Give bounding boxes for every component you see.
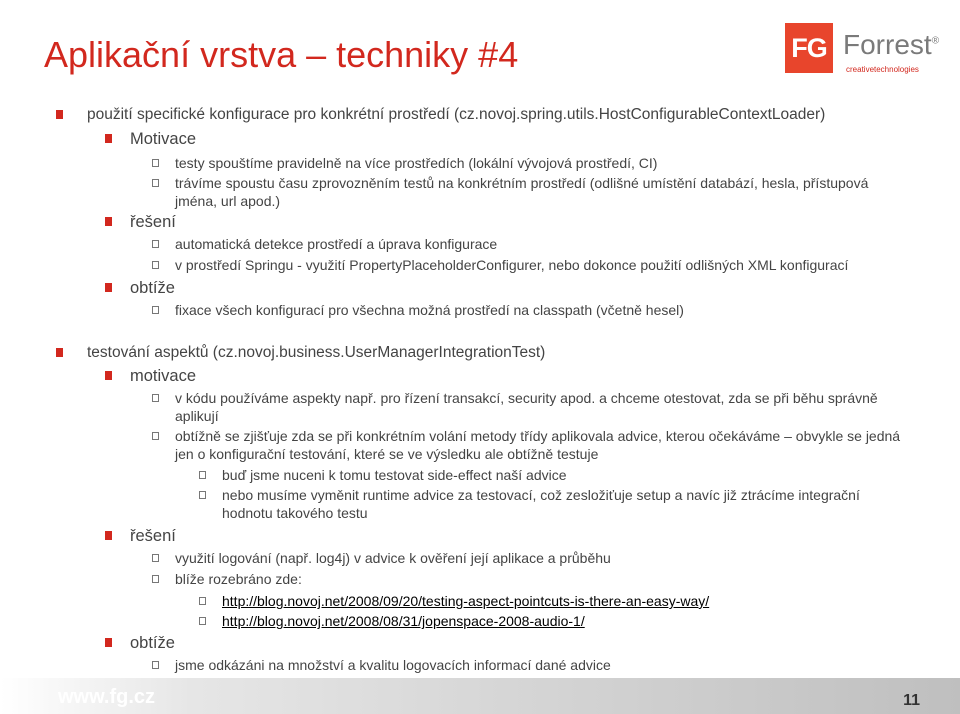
- logo-registered: ®: [931, 35, 940, 47]
- list-item-level3: fixace všech konfigurací pro všechna možná prostředí na classpath (včetně hesel): [152, 301, 684, 319]
- list-item-level3: automatická detekce prostředí a úprava konfigurace: [152, 235, 497, 253]
- list-item-level3: v kódu používáme aspekty např. pro řízení transakcí, security apod. a chceme otestovat, zda se při běhu správně aplikují: [152, 389, 912, 425]
- bullet-icon: [152, 159, 159, 167]
- list-item-level4: [199, 612, 585, 630]
- page-title: Aplikační vrstva – techniky #4: [44, 34, 519, 75]
- list-item-level2: řešení: [105, 526, 176, 546]
- logo-name: Forrest: [843, 29, 932, 60]
- bullet-icon: [152, 554, 159, 562]
- bullet-icon: [105, 134, 112, 143]
- list-item-level2: obtíže: [105, 633, 175, 653]
- list-item-level2: motivace: [105, 366, 196, 386]
- bullet-icon: [199, 597, 206, 605]
- bullet-icon: [152, 394, 159, 402]
- list-item-level3: využití logování (např. log4j) v advice k ověření její aplikace a průběhu: [152, 549, 611, 567]
- link-aspect-pointcuts[interactable]: http://blog.novoj.net/2008/09/20/testing-aspect-pointcuts-is-there-an-easy-way/: [222, 593, 710, 609]
- logo-tagline: creativetechnologies: [846, 65, 919, 74]
- bullet-icon: [199, 471, 206, 479]
- bullet-icon: [56, 110, 63, 119]
- list-item-level4: nebo musíme vyměnit runtime advice za testovací, což zesložiťuje setup a navíc již ztrácíme integrační hodnotu takového testu: [199, 486, 899, 522]
- list-item-level2: obtíže: [105, 278, 175, 298]
- page-number: 11: [903, 692, 920, 709]
- list-item-level3: v prostředí Springu - využití PropertyPlaceholderConfigurer, nebo dokonce použití odlišných XML konfigurací: [152, 256, 848, 274]
- list-item-level4: [199, 592, 709, 610]
- list-item-level4: buď jsme nuceni k tomu testovat side-effect naší advice: [199, 466, 567, 484]
- list-item-level3: testy spouštíme pravidelně na více prostředích (lokální vývojová prostředí, CI): [152, 154, 657, 172]
- bullet-icon: [105, 217, 112, 226]
- bullet-icon: [152, 240, 159, 248]
- bullet-icon: [152, 432, 159, 440]
- list-item-level2: Motivace: [105, 129, 196, 149]
- list-item-level3: jsme odkázáni na množství a kvalitu logovacích informací dané advice: [152, 656, 611, 674]
- logo-fg-box: FG: [785, 23, 833, 73]
- bullet-icon: [105, 283, 112, 292]
- bullet-icon: [152, 661, 159, 669]
- bullet-icon: [105, 531, 112, 540]
- footer-bar: [0, 678, 960, 714]
- list-item-level1: použití specifické konfigurace pro konkrétní prostředí (cz.novoj.spring.utils.HostConfigurableContextLoader): [56, 106, 825, 124]
- list-item-level3: blíže rozebráno zde:: [152, 570, 302, 588]
- bullet-icon: [152, 575, 159, 583]
- list-item-level3: trávíme spoustu času zprovozněním testů na konkrétním prostředí (odlišné umístění databází, hesla, přístupová jména, url apod.): [152, 174, 912, 210]
- list-item-level2: řešení: [105, 212, 176, 232]
- bullet-icon: [152, 306, 159, 314]
- bullet-icon: [152, 261, 159, 269]
- bullet-icon: [105, 371, 112, 380]
- bullet-icon: [105, 638, 112, 647]
- bullet-icon: [199, 617, 206, 625]
- link-jopenspace-audio[interactable]: http://blog.novoj.net/2008/08/31/jopenspace-2008-audio-1/: [222, 613, 585, 629]
- list-item-level3: obtížně se zjišťuje zda se při konkrétním volání metody třídy aplikovala advice, kterou očekáváme – obvykle se jedná jen o konfigurační testování, které se ve výsledku ale obtížně testuje: [152, 427, 912, 463]
- footer-url: www.fg.cz: [58, 686, 156, 708]
- bullet-icon: [56, 348, 63, 357]
- bullet-icon: [199, 491, 206, 499]
- list-item-level1: testování aspektů (cz.novoj.business.UserManagerIntegrationTest): [56, 344, 545, 362]
- bullet-icon: [152, 179, 159, 187]
